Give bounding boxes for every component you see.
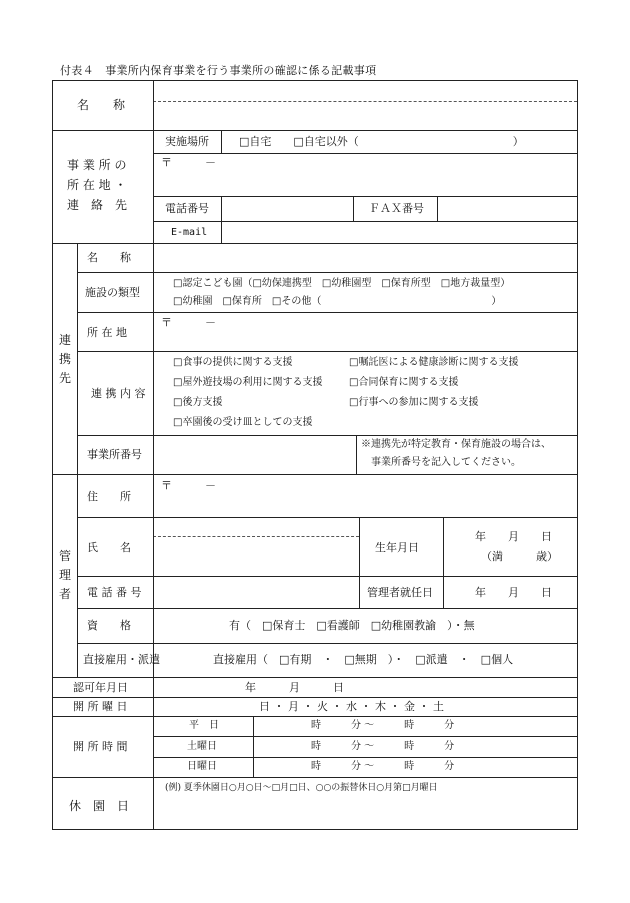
col-divider (356, 435, 357, 474)
email-field[interactable] (222, 222, 576, 242)
facility-type-label: 施設の類型 (85, 286, 140, 299)
col-divider (443, 517, 444, 608)
partner-address-label: 所 在 地 (87, 326, 127, 339)
name-field[interactable] (154, 82, 576, 129)
phone-field[interactable] (222, 197, 352, 220)
sunday-hours[interactable]: 時 分 〜 時 分 (311, 761, 455, 772)
side-column-divider (77, 243, 78, 677)
row-divider (53, 474, 577, 475)
place-options[interactable]: □自宅 □自宅以外（ ） (239, 135, 524, 148)
content-item[interactable]: □屋外遊技場の利用に関する支援 (173, 377, 323, 388)
manager-side-label: 管理者 (58, 549, 71, 601)
partner-postal[interactable]: 〒 － (161, 316, 216, 329)
col-divider (221, 130, 222, 153)
form-title: 付表４ 事業所内保育事業を行う事業所の確認に係る記載事項 (60, 64, 377, 77)
name-label: 名 称 (77, 98, 126, 112)
closed-days-label: 休 園 日 (69, 799, 130, 813)
appointment-date-label: 管理者就任日 (367, 586, 433, 599)
email-label: E-mail (171, 227, 208, 238)
content-item[interactable]: □後方支援 (173, 397, 223, 408)
row-divider (53, 677, 577, 678)
partner-name-field[interactable] (154, 244, 576, 271)
office-number-note-2: 事業所番号を記入してください。 (371, 457, 521, 468)
birth-date-label: 生年月日 (375, 541, 419, 554)
open-days-options[interactable]: 日 ・ 月 ・ 火 ・ 水 ・ 木 ・ 金 ・ 土 (259, 700, 444, 713)
employment-type-options[interactable]: 直接雇用（ □有期 ・ □無期 ）・ □派遣 ・ □個人 (213, 653, 514, 666)
content-item[interactable]: □嘱託医による健康診断に関する支援 (349, 357, 519, 368)
partner-name-label: 名 称 (87, 251, 131, 264)
manager-name-field[interactable] (154, 518, 358, 575)
row-divider (153, 736, 577, 737)
office-number-field[interactable] (154, 436, 355, 473)
sunday-label: 日曜日 (187, 761, 217, 772)
manager-address-label: 住 所 (87, 490, 131, 503)
saturday-hours[interactable]: 時 分 〜 時 分 (311, 741, 455, 752)
office-number-label: 事業所番号 (87, 448, 142, 461)
content-item[interactable]: □卒園後の受け皿としての支援 (173, 417, 313, 428)
row-divider (77, 608, 577, 609)
row-divider (153, 757, 577, 758)
employment-type-label: 直接雇用・派遣 (83, 653, 160, 666)
open-days-label: 開 所 曜 日 (73, 700, 128, 713)
row-divider (77, 643, 577, 644)
weekday-hours[interactable]: 時 分 〜 時 分 (311, 720, 455, 731)
approval-date-label: 認可年月日 (73, 681, 128, 694)
row-divider (53, 716, 577, 717)
saturday-label: 土曜日 (187, 741, 217, 752)
content-item[interactable]: □合同保育に関する支援 (349, 377, 459, 388)
col-divider (353, 196, 354, 221)
approval-date-value[interactable]: 年 月 日 (245, 681, 344, 694)
office-label-line-1: 事 業 所 の (67, 158, 127, 172)
manager-postal[interactable]: 〒 － (161, 479, 216, 492)
closed-days-example: (例) 夏季休園日○月○日〜□月□日、○○の振替休日○月第□月曜日 (165, 783, 438, 793)
appointment-date-value[interactable]: 年 月 日 (475, 586, 552, 599)
phone-label: 電話番号 (165, 202, 209, 215)
col-divider (253, 716, 254, 777)
row-divider (77, 351, 577, 352)
cooperation-content-label: 連 携 内 容 (91, 387, 146, 400)
fax-label: ＦＡＸ番号 (369, 202, 424, 215)
office-label-line-2: 所 在 地 ・ (67, 178, 127, 192)
row-divider (53, 697, 577, 698)
fax-field[interactable] (438, 197, 576, 220)
facility-type-line-1[interactable]: □認定こども園（□幼保連携型 □幼稚園型 □保育所型 □地方裁量型） (173, 278, 511, 289)
row-divider (53, 777, 577, 778)
row-divider (53, 130, 577, 131)
birth-date-value[interactable]: 年 月 日 (475, 530, 552, 543)
closed-days-field[interactable] (154, 795, 576, 828)
manager-phone-field[interactable] (154, 577, 358, 607)
office-label-line-3: 連 絡 先 (67, 198, 128, 212)
partner-side-label: 連携先 (58, 333, 71, 385)
qualification-label: 資 格 (87, 619, 131, 632)
qualification-options[interactable]: 有（ □保育士 □看護師 □幼稚園教諭 ）・無 (229, 619, 475, 632)
age-value[interactable]: （満 歳） (481, 550, 558, 563)
application-form (52, 80, 578, 830)
open-hours-label: 開 所 時 間 (73, 740, 128, 753)
office-number-note-1: ※連携先が特定教育・保育施設の場合は、 (361, 439, 551, 450)
place-label: 実施場所 (165, 135, 209, 148)
content-item[interactable]: □食事の提供に関する支援 (173, 357, 293, 368)
office-postal[interactable]: 〒 － (161, 156, 216, 169)
row-divider (77, 272, 577, 273)
row-divider (153, 153, 577, 154)
manager-phone-label: 電 話 番 号 (87, 586, 142, 599)
row-divider (77, 312, 577, 313)
facility-type-line-2[interactable]: □幼稚園 □保育所 □その他（ ） (173, 296, 502, 307)
content-item[interactable]: □行事への参加に関する支援 (349, 397, 479, 408)
manager-name-label: 氏 名 (87, 541, 131, 554)
weekday-label: 平 日 (189, 720, 219, 731)
col-divider (359, 517, 360, 608)
